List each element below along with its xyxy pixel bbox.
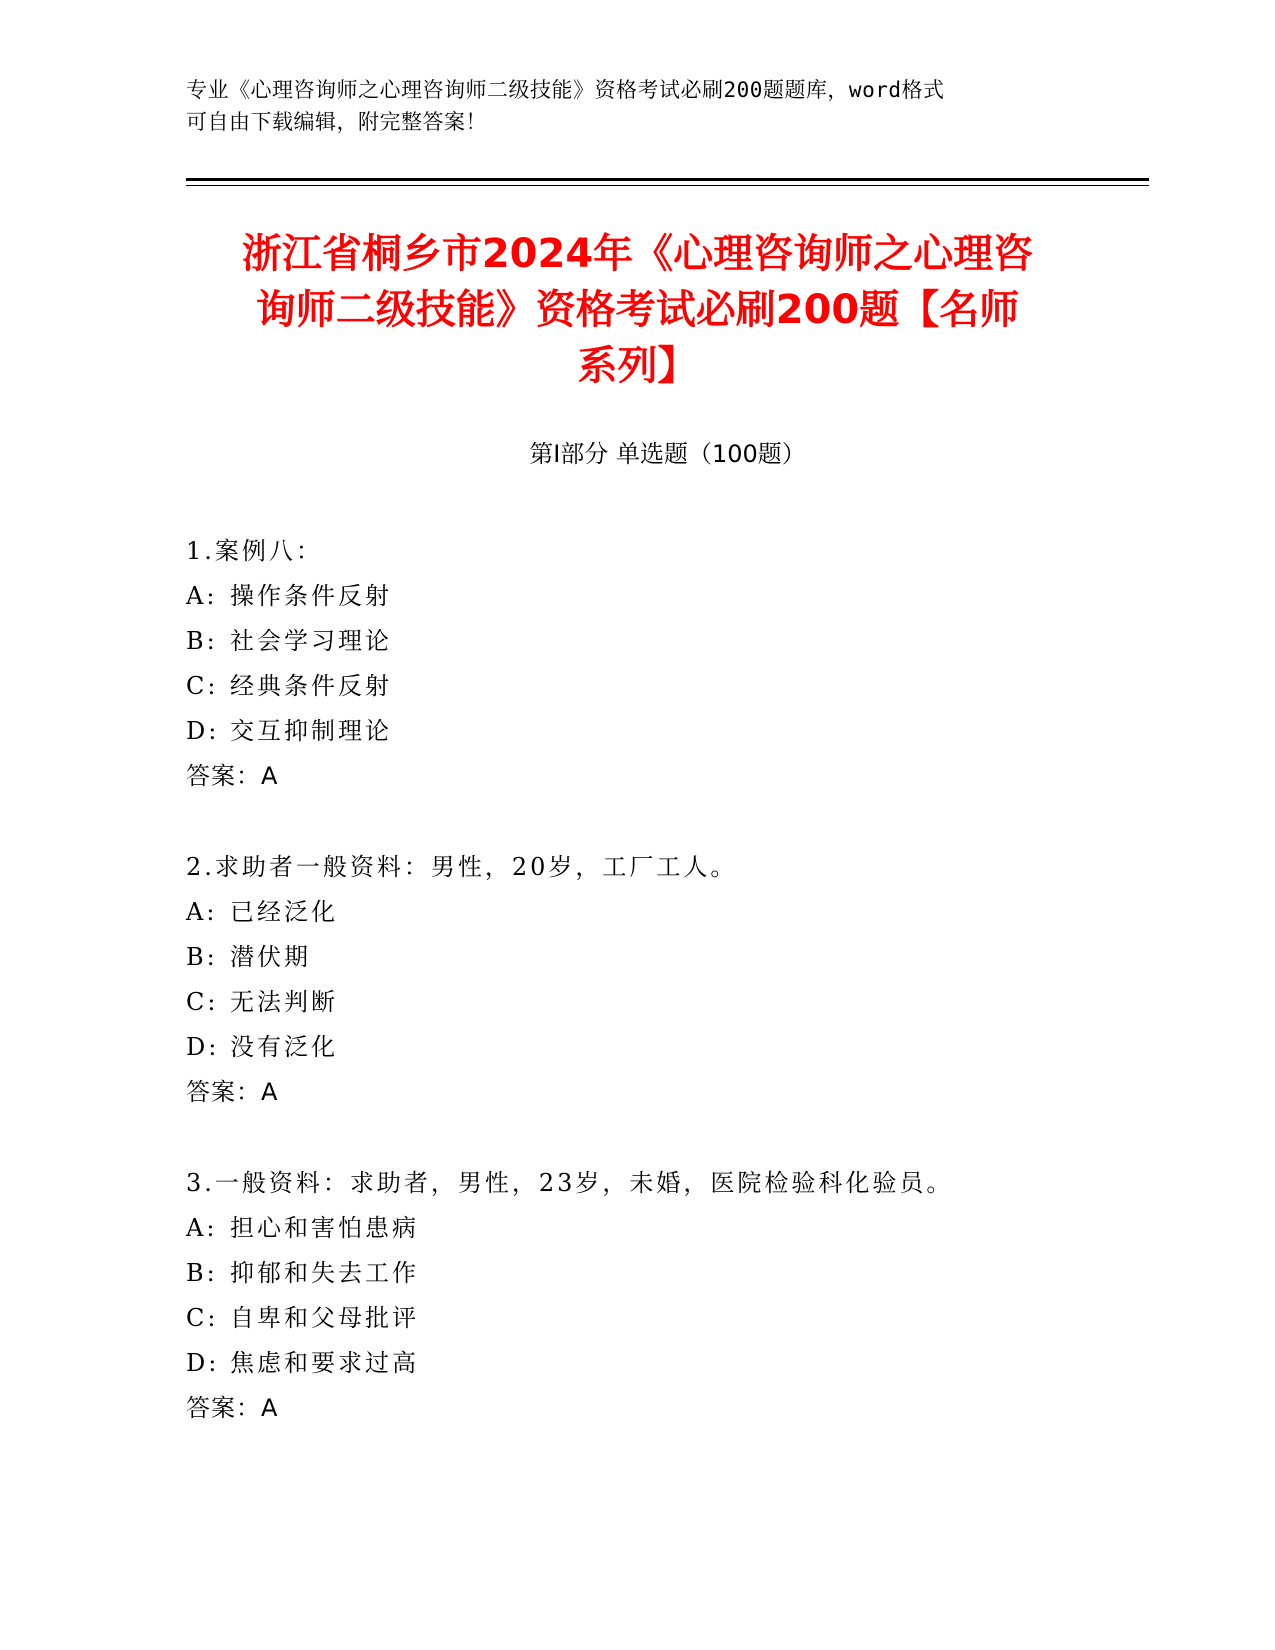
document-title-line-2: 询师二级技能》资格考试必刷200题【名师 — [255, 287, 1020, 333]
option-key: C: — [186, 672, 219, 700]
option-key: A: — [186, 1214, 218, 1242]
option-key: C: — [186, 1304, 219, 1332]
question-1 — [186, 529, 1126, 799]
question-3 — [186, 1161, 1126, 1431]
option-text: 经典条件反射 — [230, 672, 392, 700]
option-b — [186, 1251, 1126, 1296]
question-stem: 3.一般资料：求助者，男性，23岁，未婚，医院检验科化验员。 — [186, 1169, 954, 1197]
answer: 答案：A — [186, 1394, 279, 1422]
option-text: 潜伏期 — [230, 943, 311, 971]
option-text: 自卑和父母批评 — [230, 1304, 419, 1332]
option-key: A: — [186, 898, 218, 926]
option-key: B: — [186, 943, 218, 971]
option-key: C: — [186, 988, 219, 1016]
option-c — [186, 664, 1126, 709]
document-title-line-3: 系列】 — [577, 343, 698, 389]
question-stem: 2.求助者一般资料：男性，20岁，工厂工人。 — [186, 853, 738, 881]
option-d — [186, 1341, 1126, 1386]
header-note-line-2: 可自由下载编辑，附完整答案！ — [186, 110, 487, 134]
option-key: B: — [186, 627, 218, 655]
option-key: D: — [186, 1349, 220, 1377]
option-key: D: — [186, 717, 220, 745]
option-c — [186, 980, 1126, 1025]
option-text: 已经泛化 — [230, 898, 338, 926]
option-c — [186, 1296, 1126, 1341]
option-key: D: — [186, 1033, 220, 1061]
header-note — [186, 74, 1066, 138]
option-text: 操作条件反射 — [230, 582, 392, 610]
header-divider-thin — [186, 185, 1149, 186]
header-note-line-1: 专业《心理咨询师之心理咨询师二级技能》资格考试必刷200题题库，word格式 — [186, 78, 945, 102]
question-list — [186, 529, 1126, 1477]
option-d — [186, 1025, 1126, 1070]
answer: 答案：A — [186, 762, 279, 790]
option-text: 焦虑和要求过高 — [230, 1349, 419, 1377]
option-text: 交互抑制理论 — [230, 717, 392, 745]
document-title — [160, 226, 1115, 394]
option-a — [186, 1206, 1126, 1251]
option-b — [186, 935, 1126, 980]
option-text: 社会学习理论 — [230, 627, 392, 655]
option-text: 担心和害怕患病 — [230, 1214, 419, 1242]
option-key: B: — [186, 1259, 218, 1287]
option-text: 抑郁和失去工作 — [230, 1259, 419, 1287]
question-stem: 1.案例八： — [186, 537, 323, 565]
option-key: A: — [186, 582, 218, 610]
option-a — [186, 890, 1126, 935]
option-d — [186, 709, 1126, 754]
option-b — [186, 619, 1126, 664]
answer: 答案：A — [186, 1078, 279, 1106]
option-text: 没有泛化 — [230, 1033, 338, 1061]
section-title: 第Ⅰ部分 单选题（100题） — [529, 440, 806, 468]
header-divider-thick — [186, 178, 1149, 181]
option-a — [186, 574, 1126, 619]
document-title-line-1: 浙江省桐乡市2024年《心理咨询师之心理咨 — [241, 231, 1034, 277]
question-2 — [186, 845, 1126, 1115]
option-text: 无法判断 — [230, 988, 338, 1016]
